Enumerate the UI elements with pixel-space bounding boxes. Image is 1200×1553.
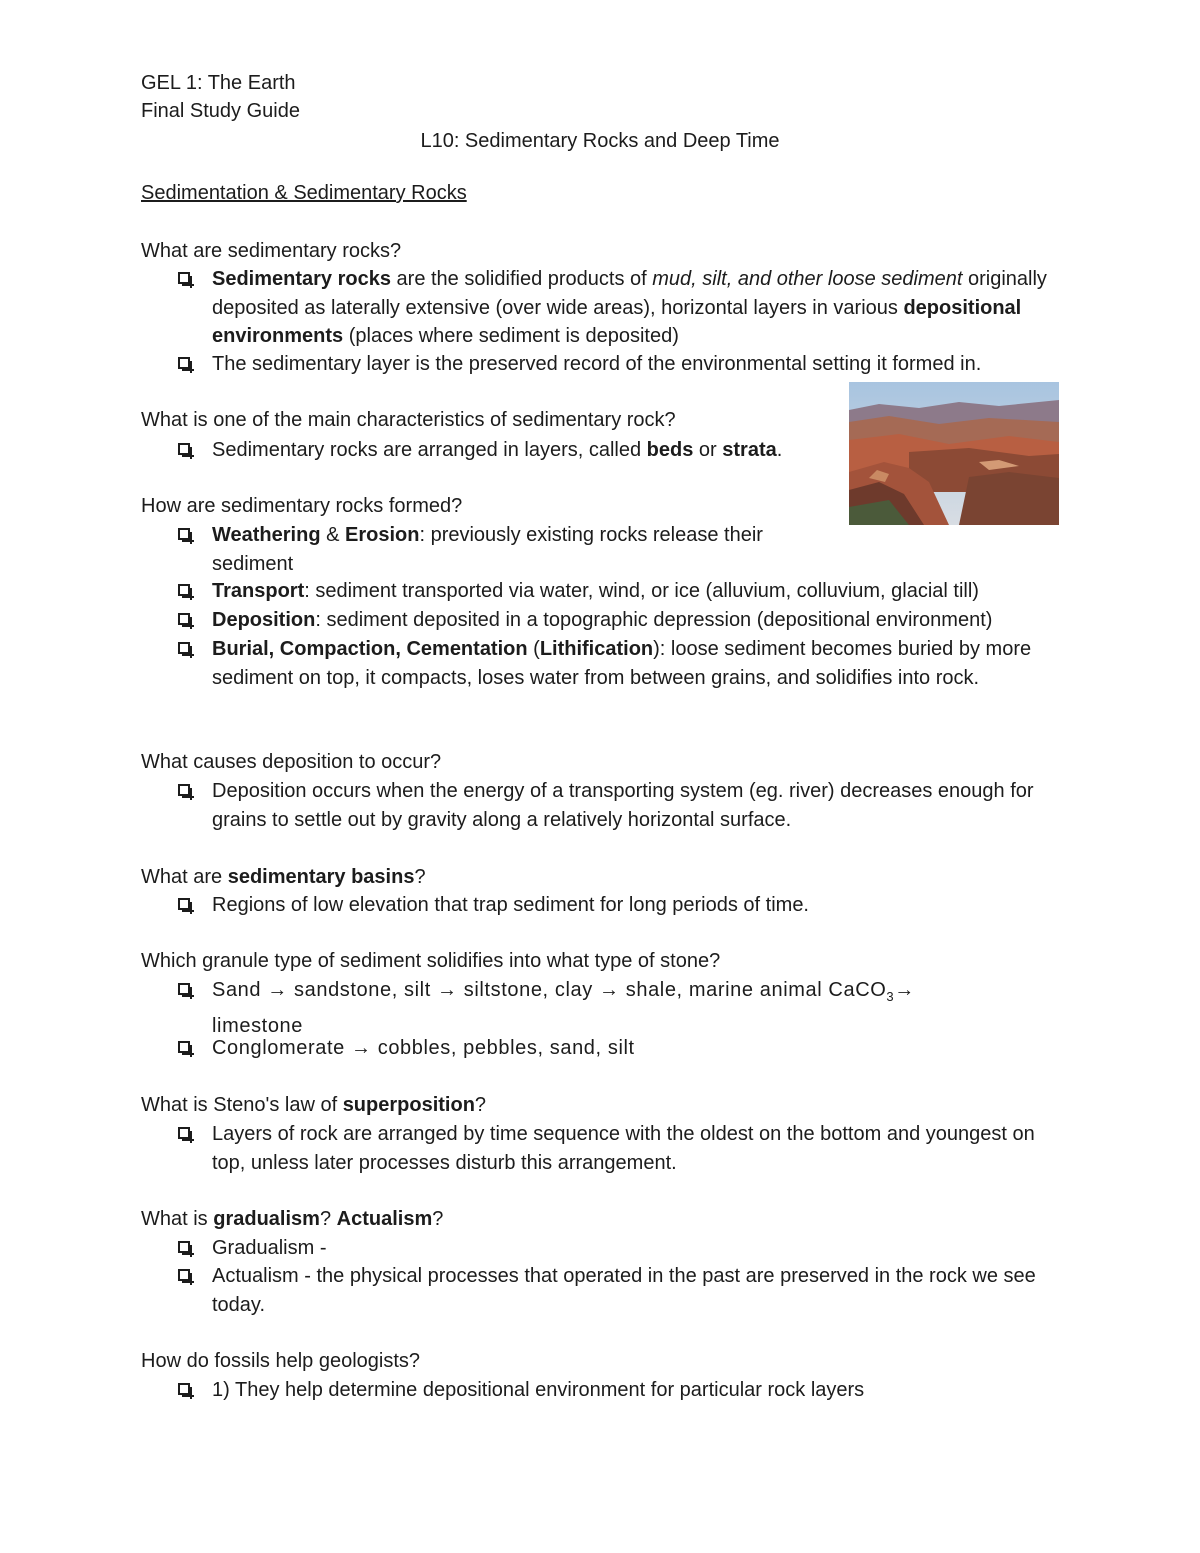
checkbox-icon [178,613,190,625]
q4-bullet-1: Deposition occurs when the energy of a transporting system (eg. river) decreases enough for grains to settle out by gravity along a relatively horizontal surface. [178,777,1058,834]
q6-bullet-2: Conglomerate → cobbles, pebbles, sand, silt [178,1034,1058,1063]
checkbox-icon [178,584,190,596]
question-2: What is one of the main characteristics of sedimentary rock? [141,409,676,431]
q8-bullet-2: Actualism - the physical processes that operated in the past are preserved in the rock we see today. [178,1262,1058,1319]
checkbox-icon [178,983,190,995]
checkbox-icon [178,272,190,284]
question-7: What is Steno's law of superposition? [141,1094,487,1116]
q6-bullet-1: Sand → sandstone, silt → siltstone, clay → shale, marine animal CaCO$_3$→ limestone [178,976,1058,1040]
q1-bullet-1: Sedimentary rocks are the solidified products of mud, silt, and other loose sediment originally deposited as laterally extensive (over wide areas), horizontal layers in various depositional environments (places where sediment is deposited) [178,265,1058,351]
course-title: GEL 1: The Earth [141,72,296,94]
q3-bullet-4: Burial, Compaction, Cementation (Lithification): loose sediment becomes buried by more sediment on top, it compacts, loses water from between grains, and solidifies into rock. [178,635,1058,692]
lecture-title: L10: Sedimentary Rocks and Deep Time [420,130,780,152]
section-heading: Sedimentation & Sedimentary Rocks [141,182,467,204]
checkbox-icon [178,1041,190,1053]
question-1: What are sedimentary rocks? [141,240,402,262]
q3-bullet-1: Weathering & Erosion: previously existing rocks release their sediment [178,521,818,578]
q5-bullet-1: Regions of low elevation that trap sediment for long periods of time. [178,891,1058,920]
checkbox-icon [178,1127,190,1139]
q3-bullet-2: Transport: sediment transported via water, wind, or ice (alluvium, colluvium, glacial till) [178,577,1058,606]
q2-bullet-1: Sedimentary rocks are arranged in layers, called beds or strata. [178,436,1058,465]
document-title: Final Study Guide [141,100,300,122]
question-8: What is gradualism? Actualism? [141,1208,444,1230]
q7-bullet-1: Layers of rock are arranged by time sequence with the oldest on the bottom and youngest on top, unless later processes disturb this arrangement. [178,1120,1058,1177]
q1-bullet-2: The sedimentary layer is the preserved record of the environmental setting it formed in. [178,350,1058,379]
checkbox-icon [178,357,190,369]
checkbox-icon [178,642,190,654]
checkbox-icon [178,528,190,540]
q3-bullet-3: Deposition: sediment deposited in a topographic depression (depositional environment) [178,606,1058,635]
checkbox-icon [178,1241,190,1253]
checkbox-icon [178,784,190,796]
q9-bullet-1: 1) They help determine depositional environment for particular rock layers [178,1376,1058,1405]
checkbox-icon [178,1383,190,1395]
checkbox-icon [178,443,190,455]
question-3: How are sedimentary rocks formed? [141,495,463,517]
question-6: Which granule type of sediment solidifies into what type of stone? [141,950,721,972]
question-4: What causes deposition to occur? [141,751,442,773]
checkbox-icon [178,1269,190,1281]
question-5: What are sedimentary basins? [141,866,426,888]
checkbox-icon [178,898,190,910]
question-9: How do fossils help geologists? [141,1350,421,1372]
q8-bullet-1: Gradualism - [178,1234,1058,1263]
